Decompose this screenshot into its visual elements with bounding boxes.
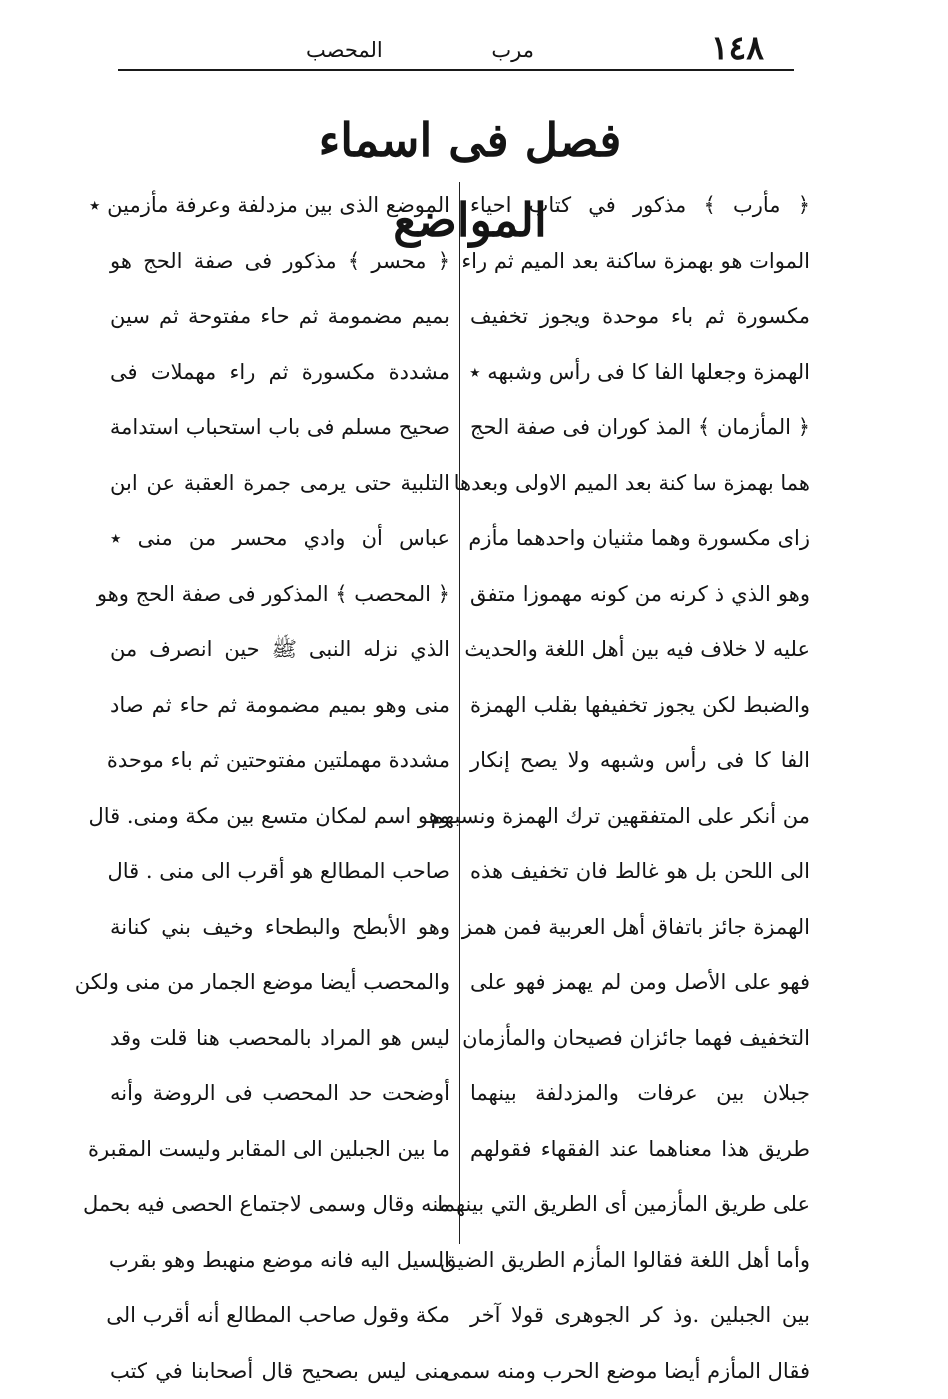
text-line: وأما أهل اللغة فقالوا المأزم الطريق الضيق bbox=[470, 1233, 810, 1289]
text-line: وهو اسم لمكان متسع بين مكة ومنى. قال bbox=[110, 789, 450, 845]
text-line: زاى مكسورة وهما مثنيان واحدهما مأزم bbox=[470, 511, 810, 567]
text-line: مكة وقول صاحب المطالع أنه أقرب الى bbox=[110, 1288, 450, 1344]
text-line: منى ليس بصحيح قال أصحابنا في كتب bbox=[110, 1344, 450, 1399]
text-line: ﴿ محسر ﴾ مذكور فى صفة الحج هو bbox=[110, 234, 450, 290]
text-line: الموات هو بهمزة ساكنة بعد الميم ثم راء bbox=[470, 234, 810, 290]
text-line: صحيح مسلم فى باب استحباب استدامة bbox=[110, 400, 450, 456]
text-line: وهو الذي ذ كرنه من كونه مهموزا متفق bbox=[470, 567, 810, 623]
text-line: أوضحت حد المحصب فى الروضة وأنه bbox=[110, 1066, 450, 1122]
text-line: والضبط لكن يجوز تخفيفها بقلب الهمزة bbox=[470, 678, 810, 734]
text-line: على طريق المأزمين أى الطريق التي بينهما bbox=[470, 1177, 810, 1233]
text-line: ﴿ المأزمان ﴾ المذ كوران فى صفة الحج bbox=[470, 400, 810, 456]
text-line: طريق هذا معناهما عند الفقهاء فقولهم bbox=[470, 1122, 810, 1178]
text-line: بين الجبلين .وذ كر الجوهرى قولا آخر bbox=[470, 1288, 810, 1344]
text-line: جبلان بين عرفات والمزدلفة بينهما bbox=[470, 1066, 810, 1122]
section-title: فصل فى اسماء المواضع bbox=[250, 100, 690, 180]
text-line: السيل اليه فانه موضع منهبط وهو بقرب bbox=[110, 1233, 450, 1289]
text-line: فقال المأزم أيضا موضع الحرب ومنه سمى bbox=[470, 1344, 810, 1399]
running-header bbox=[118, 28, 794, 68]
guide-word: مرب bbox=[491, 32, 534, 68]
text-line: منى وهو بميم مضمومة ثم حاء ثم صاد bbox=[110, 678, 450, 734]
text-line: منه وقال وسمى لاجتماع الحصى فيه بحمل bbox=[110, 1177, 450, 1233]
text-line: الموضع الذى بين مزدلفة وعرفة مأزمين ٭ bbox=[110, 178, 450, 234]
right-column bbox=[470, 178, 810, 1399]
left-column bbox=[110, 178, 450, 1399]
column-divider bbox=[459, 182, 460, 1244]
text-line: مشددة مهملتين مفتوحتين ثم باء موحدة bbox=[110, 733, 450, 789]
page-number: ١٤٨ bbox=[711, 28, 764, 68]
text-line: ليس هو المراد بالمحصب هنا قلت وقد bbox=[110, 1011, 450, 1067]
text-line: والمحصب أيضا موضع الجمار من منى ولكن bbox=[110, 955, 450, 1011]
text-line: التخفيف فهما جائزان فصيحان والمأزمان bbox=[470, 1011, 810, 1067]
text-line: الفا كا فى رأس وشبهه ولا يصح إنكار bbox=[470, 733, 810, 789]
text-line: عليه لا خلاف فيه بين أهل اللغة والحديث bbox=[470, 622, 810, 678]
text-line: ﴿ مأرب ﴾ مذكور في كتاب احياء bbox=[470, 178, 810, 234]
text-line: ﴿ المحصب ﴾ المذكور فى صفة الحج وهو bbox=[110, 567, 450, 623]
header-rule bbox=[118, 69, 794, 71]
text-line: وهو الأبطح والبطحاء وخيف بني كنانة bbox=[110, 900, 450, 956]
text-line: عباس أن وادي محسر من منى ٭ bbox=[110, 511, 450, 567]
text-line: فهو على الأصل ومن لم يهمز فهو على bbox=[470, 955, 810, 1011]
text-line: من أنكر على المتفقهين ترك الهمزة ونسبهم bbox=[470, 789, 810, 845]
text-line: الهمزة جائز باتفاق أهل العربية فمن همز bbox=[470, 900, 810, 956]
text-line: هما بهمزة سا كنة بعد الميم الاولى وبعدها bbox=[470, 456, 810, 512]
section-reference: المحصب bbox=[306, 32, 383, 68]
text-line: صاحب المطالع هو أقرب الى منى . قال bbox=[110, 844, 450, 900]
text-line: ما بين الجبلين الى المقابر وليست المقبرة bbox=[110, 1122, 450, 1178]
text-line: الذي نزله النبى ﷺ حين انصرف من bbox=[110, 622, 450, 678]
text-line: التلبية حتى يرمى جمرة العقبة عن ابن bbox=[110, 456, 450, 512]
text-line: مشددة مكسورة ثم راء مهملات فى bbox=[110, 345, 450, 401]
text-line: الى اللحن بل هو غالط فان تخفيف هذه bbox=[470, 844, 810, 900]
text-line: بميم مضمومة ثم حاء مفتوحة ثم سين bbox=[110, 289, 450, 345]
text-line: مكسورة ثم باء موحدة ويجوز تخفيف bbox=[470, 289, 810, 345]
text-line: الهمزة وجعلها الفا كا فى رأس وشبهه ٭ bbox=[470, 345, 810, 401]
